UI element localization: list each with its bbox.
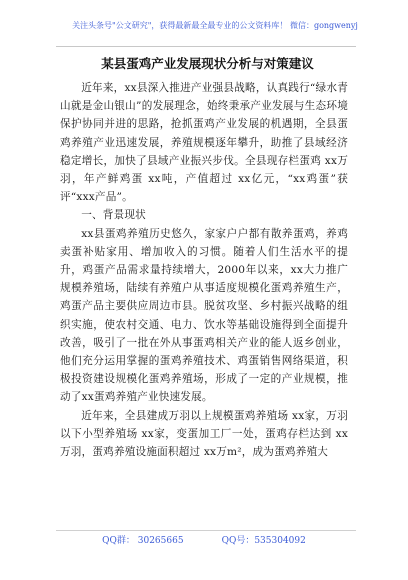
intro-paragraph: 近年来，xx县深入推进产业强县战略，认真践行“绿水青山就是金山银山”的发展理念，始终秉承产业发展与生态环境保护协同并进的思路，抢抓蛋鸡产业发展的机遇期，全县蛋鸡养殖产业迅速发展，养殖规模逐年攀升，助推了县域经济稳定增长，加快了县域产业振兴步伐。全县现存栏蛋鸡 xx万羽，年产鲜鸡蛋 xx吨，产值超过 xx亿元，“xx鸡蛋”获评“xxx产品”。 [60, 82, 348, 204]
background-paragraph: xx县蛋鸡养殖历史悠久，家家户户都有散养蛋鸡，养鸡卖蛋补贴家用、增加收入的习惯。随着人们生活水平的提升，鸡蛋产品需求量持续增大，2000年以来，xx大力推广规模养殖场，陆续有养殖户从事适度规模化蛋鸡养殖生产，鸡蛋产品主要供应周边市县。脱贫攻坚、乡村振兴战略的组织实施，使农村交通、电力、饮水等基础设施得到全面提升改善，吸引了一批在外从事蛋鸡相关产业的能人返乡创业，他们充分运用掌握的蛋鸡养殖技术、鸡蛋销售网络渠道，积极投资建设规模化蛋鸡养殖场，形成了一定的产业规模，推动了xx蛋鸡养殖产业快速发展。 [60, 227, 348, 404]
header-divider [56, 46, 356, 47]
document-title: 某县蛋鸡产业发展现状分析与对策建议 [101, 56, 314, 71]
promo-banner: 关注头条号"公文研究"，获得最新最全最专业的公文资料库！ 微信：gongwenyj [72, 21, 358, 30]
document-body [60, 79, 348, 461]
qq-number-text: QQ号：535304092 [221, 536, 306, 546]
page-footer [0, 535, 408, 547]
section-heading: 一、背景现状 [81, 209, 146, 222]
status-paragraph: 近年来，全县建成万羽以上规模蛋鸡养殖场 xx家，万羽以下小型养殖场 xx家，变蛋加工厂一处，蛋鸡存栏达到 xx万羽，蛋鸡养殖设施面积超过 xx万m²，成为蛋鸡养殖大 [60, 409, 348, 459]
footer-divider [56, 530, 356, 531]
qq-group-text: QQ群： 30265665 [102, 536, 184, 546]
